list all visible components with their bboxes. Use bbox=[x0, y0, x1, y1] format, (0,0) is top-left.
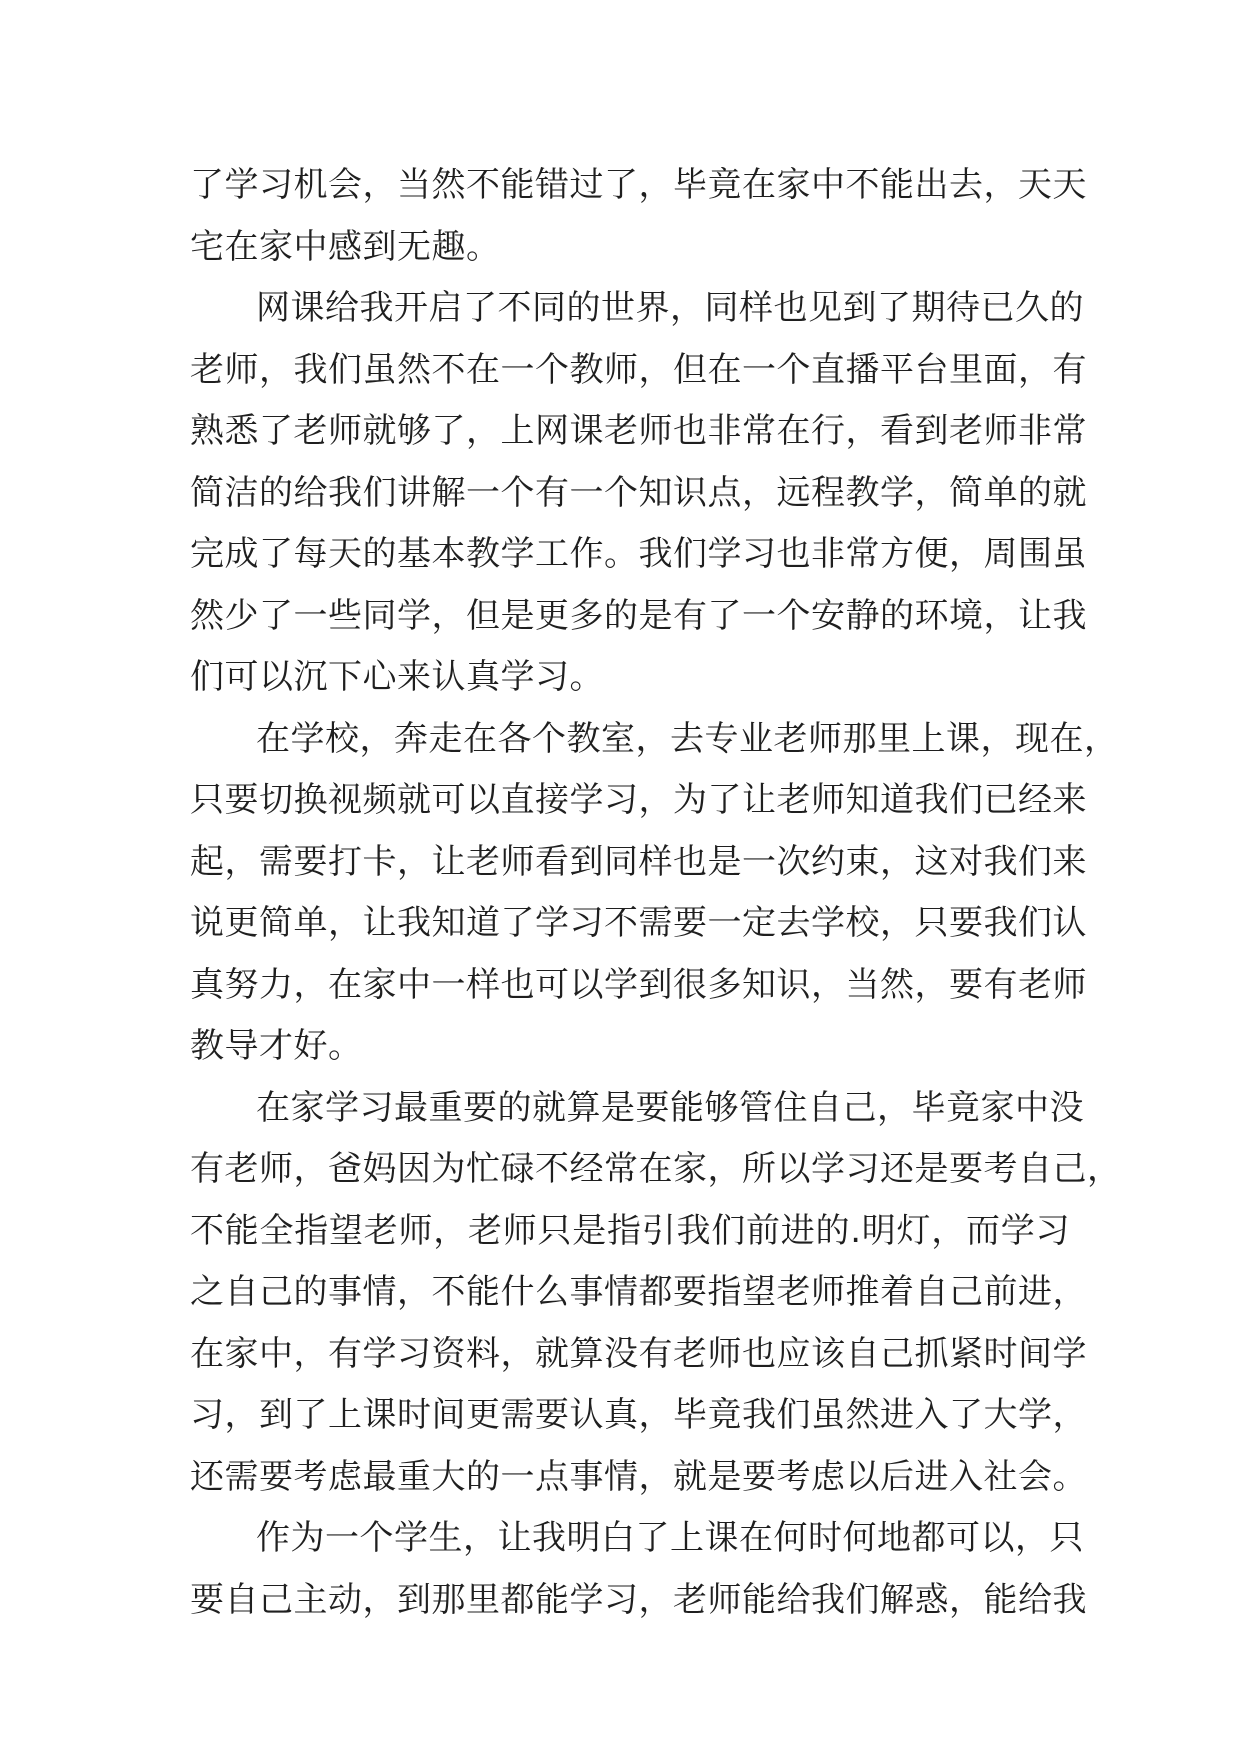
text-line: 要自己主动，到那里都能学习，老师能给我们解惑，能给我 bbox=[190, 1579, 1087, 1620]
text-line: 然少了一些同学，但是更多的是有了一个安静的环境，让我 bbox=[190, 595, 1087, 636]
text-line: 有老师，爸妈因为忙碌不经常在家，所以学习还是要考自己， bbox=[190, 1149, 1122, 1189]
text-line: 宅在家中感到无趣。 bbox=[190, 226, 501, 267]
text-line: 们可以沉下心来认真学习。 bbox=[190, 657, 604, 697]
text-line: 了学习机会，当然不能错过了，毕竟在家中不能出去，天天 bbox=[190, 165, 1087, 205]
text-line: 老师，我们虽然不在一个教师，但在一个直播平台里面，有 bbox=[190, 349, 1087, 390]
text-line: 在家中，有学习资料，就算没有老师也应该自己抓紧时间学 bbox=[190, 1333, 1087, 1374]
text-line: 说更简单，让我知道了学习不需要一定去学校，只要我们认 bbox=[190, 903, 1087, 943]
body-text bbox=[190, 155, 1122, 1631]
text-line: 还需要考虑最重大的一点事情，就是要考虑以后进入社会。 bbox=[190, 1456, 1087, 1497]
text-line: 教导才好。 bbox=[190, 1026, 363, 1066]
text-line: 真努力，在家中一样也可以学到很多知识，当然，要有老师 bbox=[190, 964, 1087, 1005]
paragraph-first-line: 网课给我开启了不同的世界，同样也见到了期待已久的 bbox=[256, 288, 1084, 328]
text-line: 起，需要打卡，让老师看到同样也是一次约束，这对我们来 bbox=[190, 841, 1087, 882]
paragraph-first-line: 在家学习最重要的就算是要能够管住自己，毕竟家中没 bbox=[256, 1087, 1084, 1128]
text-line: 简洁的给我们讲解一个有一个知识点，远程教学，简单的就 bbox=[190, 472, 1087, 513]
text-line: 熟悉了老师就够了，上网课老师也非常在行，看到老师非常 bbox=[190, 411, 1087, 451]
text-line: 习，到了上课时间更需要认真，毕竟我们虽然进入了大学， bbox=[190, 1395, 1087, 1435]
paragraph-first-line: 作为一个学生，让我明白了上课在何时何地都可以，只 bbox=[256, 1518, 1084, 1558]
text-line: 不能全指望老师，老师只是指引我们前进的.明灯，而学习 bbox=[190, 1210, 1070, 1251]
text-line: 之自己的事情，不能什么事情都要指望老师推着自己前进， bbox=[190, 1272, 1087, 1312]
text-line: 只要切换视频就可以直接学习，为了让老师知道我们已经来 bbox=[190, 780, 1087, 820]
text-line: 完成了每天的基本教学工作。我们学习也非常方便，周围虽 bbox=[190, 534, 1087, 574]
paragraph-first-line: 在学校，奔走在各个教室，去专业老师那里上课，现在， bbox=[256, 718, 1119, 759]
